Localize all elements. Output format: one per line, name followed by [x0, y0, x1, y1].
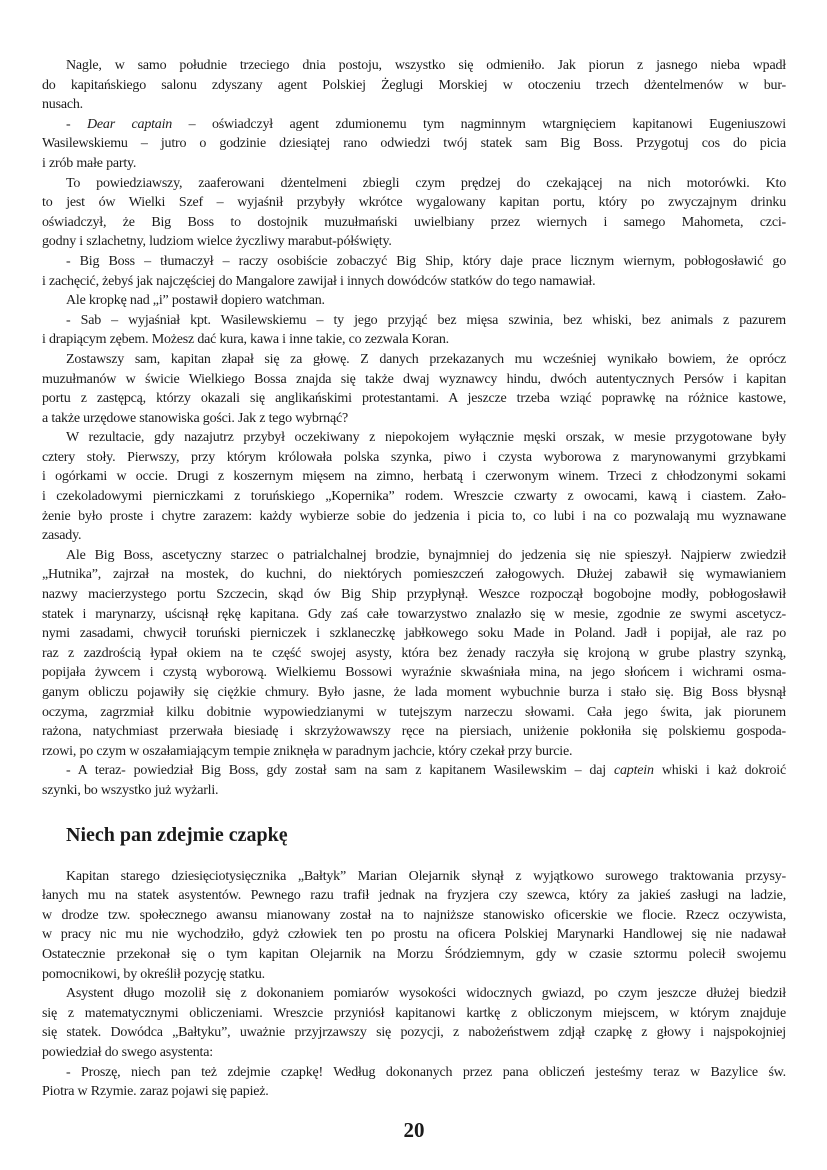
text-line: Ale Big Boss, ascetyczny starzec o patrialchalnej brodzie, bynajmniej do jedzenia się nie spieszył. Najpierw zwiedził [66, 547, 786, 563]
paragraph [42, 1063, 786, 1102]
text-line: nymi zasadami, chwycił toruński pierniczek i szklaneczkę jabłkowego soku Made in Poland. Jadł i popijał, ale raz po [42, 626, 786, 642]
text-line: cztery stoły. Pierwszy, przy którym królowała polska szynka, piwo i czysta wyborowa z marynowanymi grzybkami [42, 449, 786, 465]
paragraph [42, 311, 786, 350]
text-line: się z matematycznymi obliczeniami. Wreszcie przyniósł kapitanowi kartkę z obliczonym miejscem, w którym znajduje [42, 1005, 786, 1021]
document-content [42, 56, 786, 1143]
text-line: pomocnikowi, by określił pozycję statku. [42, 966, 265, 982]
text-line: a także urzędowe stanowiska gości. Jak z tego wybrnąć? [42, 410, 349, 426]
text-line: rzowi, po czym w oszałamiającym tempie zniknęła w paradnym jachcie, który czekał przy burcie. [42, 743, 573, 759]
text-line: do kapitańskiego salonu zdyszany agent Polskiej Żeglugi Morskiej w otoczeniu trzech dżentelmenów w bur- [42, 77, 786, 93]
text-line: oświadczył, że Big Boss to dostojnik muzułmański uwielbiany przez wiernych i samego Mahometa, czci- [42, 214, 786, 230]
text-line: - Proszę, niech pan też zdejmie czapkę! Według dokonanych przez pana obliczeń jesteśmy teraz w Bazylice św. [66, 1064, 786, 1080]
text-line: i drapiącym zębem. Możesz dać kura, kawa i inne takie, co zezwala Koran. [42, 332, 449, 348]
text-line: to jest ów Wielki Szef – wyjaśnił przybyły wkrótce wygalowany kapitan portu, który po zwyczajnym drinku [42, 195, 786, 211]
text-line: szynki, bo wszystko już wyżarli. [42, 782, 219, 798]
paragraph [42, 761, 786, 800]
text-line: nazwy macierzystego portu Szczecin, skąd ów Big Ship przypłynął. Weszce rozpoczął bogobojne modły, pobłogosławił [42, 587, 786, 603]
text-line: w pracy nic mu nie wychodziło, gdyż człowiek ten po prostu na oficera Polskiej Marynarki Handlowej się nie nadawał [42, 927, 786, 943]
paragraph [42, 115, 786, 174]
paragraph [42, 350, 786, 428]
text-line: i zachęcić, żebyś jak najczęściej do Mangalore zawijał i innych dowódców statków do tego namawiał. [42, 273, 596, 289]
paragraph [42, 984, 786, 1062]
text-line: godny i szlachetny, ludziom wielce życzliwy marabut-półświęty. [42, 234, 392, 250]
text-line: zasady. [42, 528, 82, 544]
text-line: popijała żywcem i czystą wyborową. Wielkiemu Bossowi wyraźnie skwaśniała mina, na jego słońcem i wichrami osma- [42, 665, 786, 681]
text-line: - Dear captain – oświadczył agent zdumionemu tym nagminnym wtargnięciem kapitanowi Eugeniuszowi [66, 116, 786, 132]
text-line: muzułmanów w świcie Wielkiego Bossa znajda się także dwaj wyznawcy hindu, dwóch autentycznych Persów i kapitan [42, 371, 786, 387]
page-number: 20 [403, 1117, 425, 1142]
text-line: Zostawszy sam, kapitan złapał się za głowę. Z danych przekazanych mu wcześniej wynikało bowiem, że oprócz [66, 351, 786, 367]
text-line: Asystent długo mozolił się z dokonaniem pomiarów wysokości widocznych gwiazd, po czym jeszcze dłużej biedził [66, 986, 786, 1002]
text-line: i ogórkami w occie. Drugi z koszernym mięsem na zimno, herbatą i czerwonym winem. Trzeci z chłodzonymi sokami [42, 469, 786, 485]
text-line: Ale kropkę nad „i” postawił dopiero watchman. [66, 293, 325, 309]
paragraph [42, 546, 786, 762]
text-line: W rezultacie, gdy nazajutrz przybył oczekiwany z niepokojem wyłącznie męski orszak, w mesie przygotowane były [66, 430, 786, 446]
text-line: Kapitan starego dziesięciotysięcznika „Bałtyk” Marian Olejarnik słynął z wyjątkowo surowego traktowania przysy- [66, 868, 786, 884]
text-line: i zrób małe party. [42, 155, 137, 171]
paragraph [42, 56, 786, 115]
text-line: się statek. Dowódca „Bałtyku”, uważnie przyjrzawszy się pozycji, z nabożeństwem zdjął czapkę z głowy i najspokojniej [42, 1025, 786, 1041]
text-line: Piotra w Rzymie. zaraz pojawi się papież. [42, 1084, 269, 1100]
section-heading: Niech pan zdejmie czapkę [66, 823, 288, 846]
paragraph [42, 252, 786, 291]
text-line: - A teraz- powiedział Big Boss, gdy został sam na sam z kapitanem Wasilewskim – daj captein whiski i każ dokroić [66, 763, 786, 779]
text-line: Wasilewskiemu – jutro o godzinie dziesiątej rano odwiedzi twój statek sam Big Boss. Przygotuj cos do picia [42, 136, 786, 152]
text-line: i czekoladowymi pierniczkami z toruńskiego „Kopernika” rodem. Wreszcie czwarty z owocami, kawą i ciastem. Zało- [42, 489, 786, 505]
paragraph [42, 867, 786, 985]
paragraph [42, 291, 786, 311]
text-line: ganym obliczu pojawiły się ciężkie chmury. Było jasne, że lada moment wybuchnie burza i stało się. Big Boss błysnął [42, 685, 786, 700]
text-line: To powiedziawszy, zaaferowani dżentelmeni zbiegli czym prędzej do czekającej na nich motorówki. Kto [66, 175, 786, 191]
text-line: żenie było proste i chytre zarazem: każdy wybierze sobie do jedzenia i picia to, co lubi i na co pozwalają mu wyznawane [42, 508, 786, 524]
paragraph [42, 428, 786, 546]
text-line: Ostatecznie przekonał się o tym kapitan Olejarnik na Morzu Śródziemnym, gdy w czasie sztormu polecił swojemu [42, 946, 786, 962]
text-line: - Big Boss – tłumaczył – raczy osobiście zobaczyć Big Ship, który daje prace licznym wiernym, pobłogosławić go [66, 253, 786, 269]
text-line: Nagle, w samo południe trzeciego dnia postoju, wszystko się odmieniło. Jak piorun z jasnego nieba wpadł [66, 58, 786, 73]
text-line: w drodze tzw. społecznego awansu mianowany został na to najniższe stanowisko oficerskie we flocie. Rzecz oczywista, [42, 907, 786, 923]
text-line: raz z zazdrością łypał okiem na te część swojej asysty, która bez żenady raczyła się krojoną w grube plastry szynką, [42, 645, 786, 661]
text-line: „Hutnika”, zajrzał na mostek, do kuchni, do niektórych pomieszczeń załogowych. Dłużej zabawił się wymawianiem [42, 567, 786, 583]
text-line: rażona, natychmiast przerwała biesiadę i skrzyżowawszy ręce na piersiach, uniżenie pokłoniła się polskiemu gospoda- [42, 724, 786, 740]
paragraph [42, 174, 786, 252]
text-line: powiedział do swego asystenta: [42, 1044, 213, 1060]
text-line: portu z zastępcą, którzy okazali się anglikańskimi protestantami. A jeszcze trzeba wziąć poprawkę na różnice kastowe, [42, 391, 786, 407]
text-line: oczyma, zagrzmiał kilku dobitnie wypowiedzianymi w tutejszym narzeczu słowami. Cała jego świta, jak piorunem [42, 704, 786, 720]
text-line: statek i marynarzy, uścisnął rękę kapitana. Gdy zaś całe towarzystwo znalazło się w mesie, zgodnie ze swymi ascetycz- [42, 606, 786, 622]
text-line: łanych mu na statek asystentów. Pewnego razu trafił jednak na fryzjera czy szewca, który za jakieś zasługi na ladzie, [42, 888, 786, 904]
text-line: - Sab – wyjaśniał kpt. Wasilewskiemu – ty jego przyjąć bez mięsa szwinia, bez whiski, bez animals z pazurem [66, 312, 786, 328]
text-line: nusach. [42, 97, 83, 113]
